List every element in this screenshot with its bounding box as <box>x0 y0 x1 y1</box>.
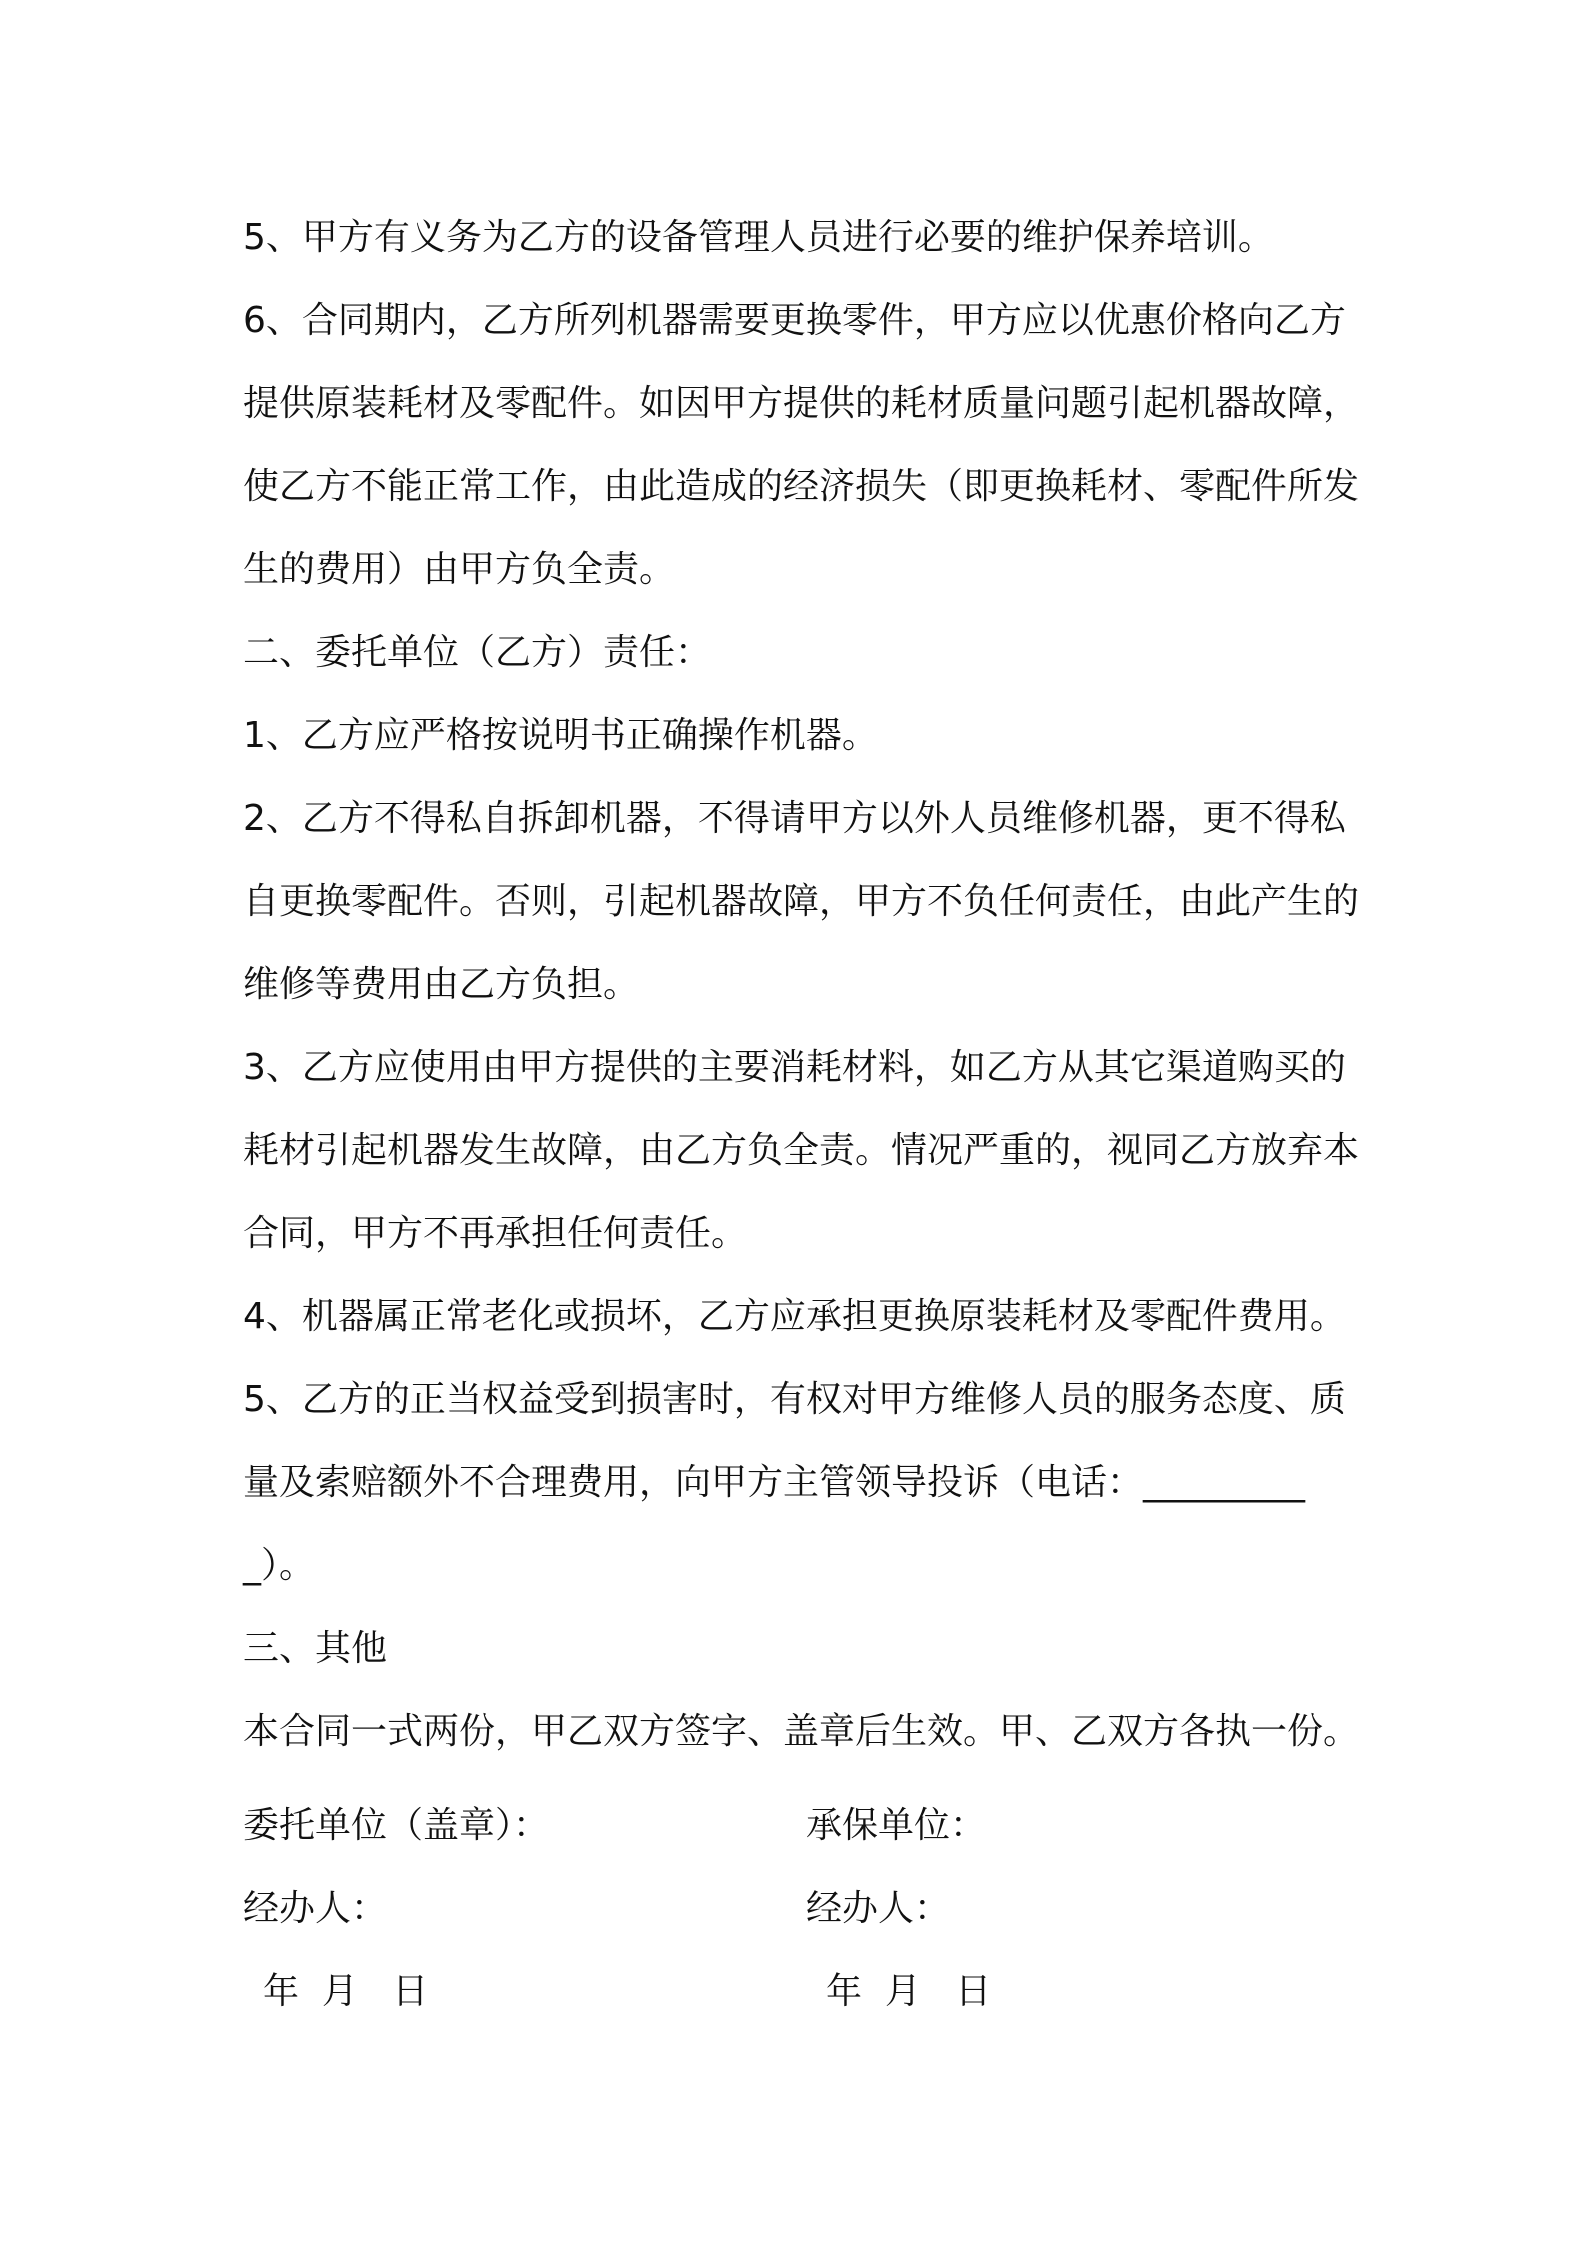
clause-party-a-6: 6、合同期内，乙方所列机器需要更换零件，甲方应以优惠价格向乙方提供原装耗材及零配件。如因甲方提供的耗材质量问题引起机器故障，使乙方不能正常工作，由此造成的经济损失（即更换耗材、零配件所发生的费用）由甲方负全责。 <box>243 300 1360 590</box>
signature-unit-row <box>243 1784 1373 1867</box>
clause-party-b-3: 3、乙方应使用由甲方提供的主要消耗材料，如乙方从其它渠道购买的耗材引起机器发生故障，由乙方负全责。情况严重的，视同乙方放弃本合同，甲方不再承担任何责任。 <box>243 1047 1360 1254</box>
signature-agent-row <box>243 1867 1373 1950</box>
clause-party-a-5: 5、甲方有义务为乙方的设备管理人员进行必要的维护保养培训。 <box>243 217 1274 258</box>
contract-body <box>243 196 1373 1773</box>
insuring-unit-label: 承保单位： <box>806 1805 987 1846</box>
clause-party-b-4: 4、机器属正常老化或损坏，乙方应承担更换原装耗材及零配件费用。 <box>243 1296 1346 1337</box>
section-heading-other: 三、其他 <box>243 1628 388 1669</box>
entrusting-unit-label: 委托单位（盖章）： <box>243 1805 550 1846</box>
section-heading-party-b: 二、委托单位（乙方）责任： <box>243 632 712 673</box>
signature-block <box>243 1784 1373 2033</box>
clause-party-b-2: 2、乙方不得私自拆卸机器，不得请甲方以外人员维修机器，更不得私自更换零配件。否则，引起机器故障，甲方不负任何责任，由此产生的维修等费用由乙方负担。 <box>243 798 1360 1005</box>
left-agent-label: 经办人： <box>243 1888 388 1929</box>
clause-party-b-1: 1、乙方应严格按说明书正确操作机器。 <box>243 715 878 756</box>
clause-copies: 本合同一式两份，甲乙双方签字、盖章后生效。甲、乙双方各执一份。 <box>243 1711 1360 1752</box>
left-date-label: 年 月 日 <box>263 1971 429 2012</box>
right-agent-label: 经办人： <box>806 1888 951 1929</box>
signature-date-row <box>243 1950 1373 2033</box>
right-date-label: 年 月 日 <box>826 1971 992 2012</box>
clause-party-b-5: 5、乙方的正当权益受到损害时，有权对甲方维修人员的服务态度、质量及索赔额外不合理费用，向甲方主管领导投诉（电话：__________）。 <box>243 1379 1346 1586</box>
